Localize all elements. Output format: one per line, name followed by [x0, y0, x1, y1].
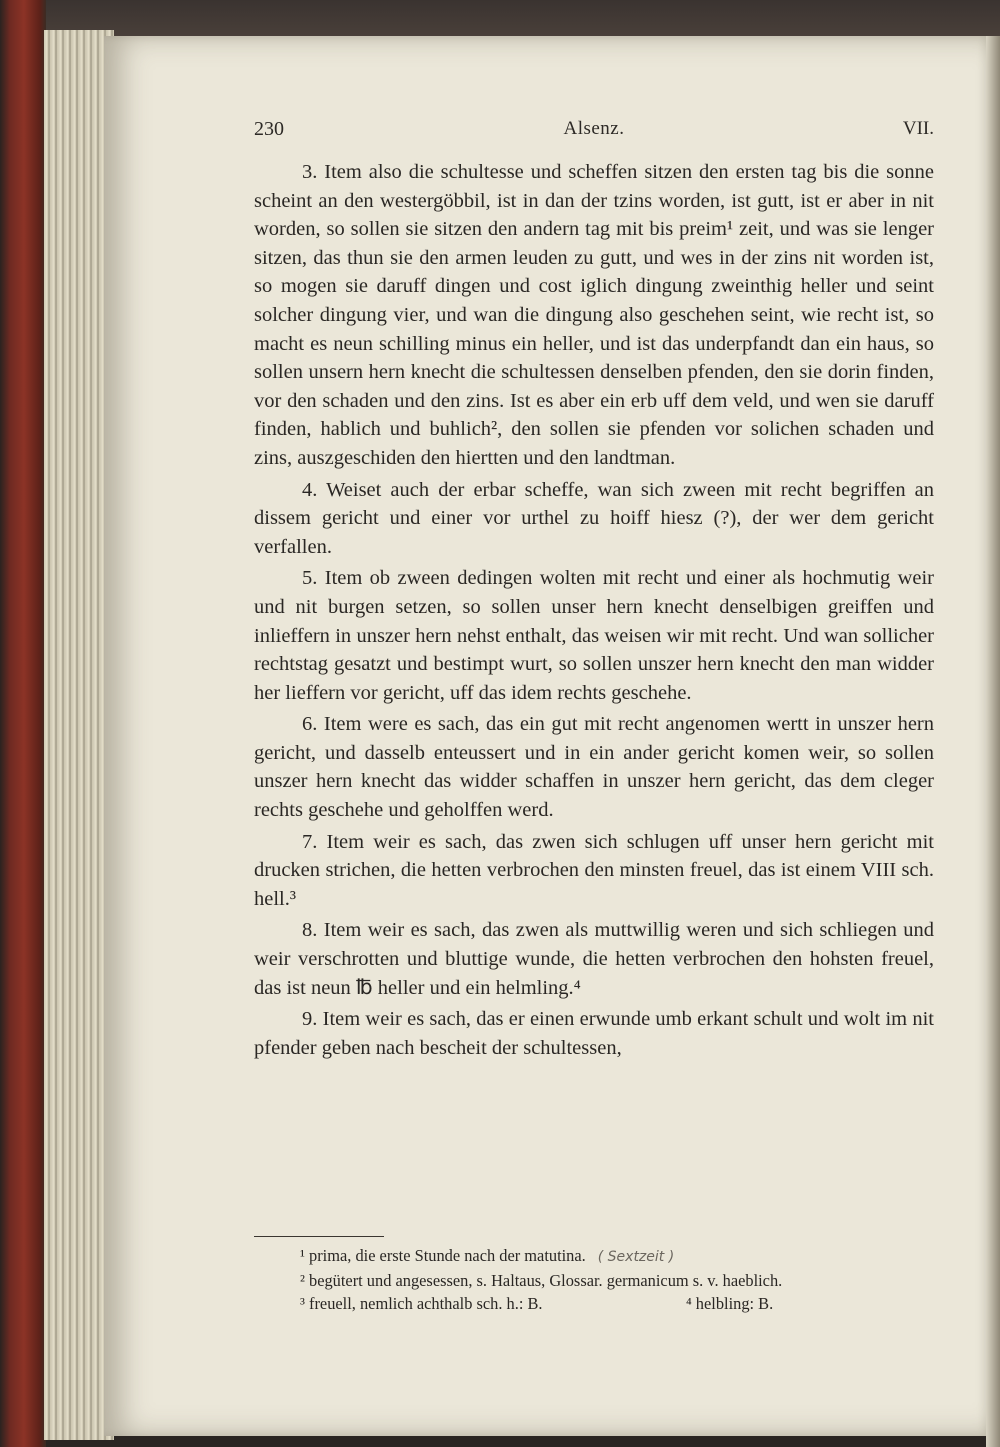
page-number: 230: [254, 118, 284, 140]
running-head: [254, 118, 934, 144]
book-spine-edge: [0, 0, 46, 1447]
book-edge-top: [0, 0, 1000, 38]
footnotes: [300, 1244, 940, 1315]
footnote-1-text: ¹ prima, die erste Stunde nach der matutina.: [300, 1246, 586, 1265]
footnote-2: ² begütert und angesessen, s. Haltaus, Glossar. germanicum s. v. haeblich.: [300, 1271, 783, 1290]
footnote-rule: [254, 1236, 384, 1237]
footnote-row-3-4: [300, 1292, 940, 1315]
section-number: VII.: [902, 118, 934, 139]
paragraph-3: 3. Item also die schultesse und scheffen sitzen den ersten tag bis die sonne scheint an den westergöbbil, ist in dan der tzins worden, ist gutt, ist er aber in nit worden, so sollen sie sitzen den andern tag mit bis preim¹ zeit, und was sie lenger sitzen, das thun sie den armen leuden zu gutt, und wes in der zins nit worden ist, so mogen sie daruff dingen und cost iglich dingung zweinthig heller und seint solcher dingung vier, und wan die dingung also geschehen seint, wie recht ist, so macht es neun schilling minus ein heller, und ist das underpfandt dan ein haus, so sollen unsern hern knecht die schultessen denselben pfenden, den sie dorin finden, vor den schaden und den zins. Ist es aber ein erb uff dem veld, und wen sie daruff finden, hablich und buhlich², den sollen sie pfenden vor solichen schaden und zins, auszgeschiden den hiertten und den landtman.: [254, 161, 934, 469]
paragraph-8: 8. Item weir es sach, das zwen als muttwillig weren und sich schliegen und weir verschrotten und bluttige wunde, die hetten verbrochen den hohsten freuel, das ist neun ℔ heller und ein helmling.⁴: [254, 919, 934, 999]
paragraph-6: 6. Item were es sach, das ein gut mit recht angenomen wertt in unszer hern gericht, und dasselb enteussert und in ein ander gericht komen weir, so sollen unszer hern knecht das widder schaffen in unszer hern gericht, das dem cleger rechts geschehe und geholffen werd.: [254, 713, 934, 822]
paragraph-4: 4. Weiset auch der erbar scheffe, wan sich zween mit recht begriffen an dissem gericht und einer vor urthel zu hoiff hiesz (?), der wer dem gericht verfallen.: [254, 478, 934, 558]
paragraph-5: 5. Item ob zween dedingen wolten mit recht und einer als hochmutig weir und nit burgen setzen, so sollen unser hern knecht denselbigen greiffen und inlieffern in unszer hern nehst enthalt, das weisen wir mit recht. Und wan sollicher rechtstag gesatzt und bestimpt wurt, so sollen unszer hern knecht den man widder her lieffern vor gericht, uff das idem rechts geschehe.: [254, 567, 934, 704]
body-text: [254, 158, 934, 1065]
page-right-edge: [986, 36, 1000, 1447]
footnote-4: ⁴ helbling: B.: [686, 1294, 774, 1313]
paragraph-7: 7. Item weir es sach, das zwen sich schlugen uff unser hern gericht mit drucken strichen, die hetten verbrochen den minsten freuel, das ist einem VIII sch. hell.³: [254, 830, 934, 910]
paragraph-9: 9. Item weir es sach, das er einen erwunde umb erkant schult und wolt im nit pfender geben nach bescheit der schultessen,: [254, 1008, 934, 1059]
footnote-3: ³ freuell, nemlich achthalb sch. h.: B.: [300, 1294, 543, 1313]
footnote-1: [300, 1244, 940, 1269]
running-title: Alsenz.: [563, 118, 625, 139]
handwritten-annotation: ( Sextzeit ): [597, 1249, 675, 1265]
